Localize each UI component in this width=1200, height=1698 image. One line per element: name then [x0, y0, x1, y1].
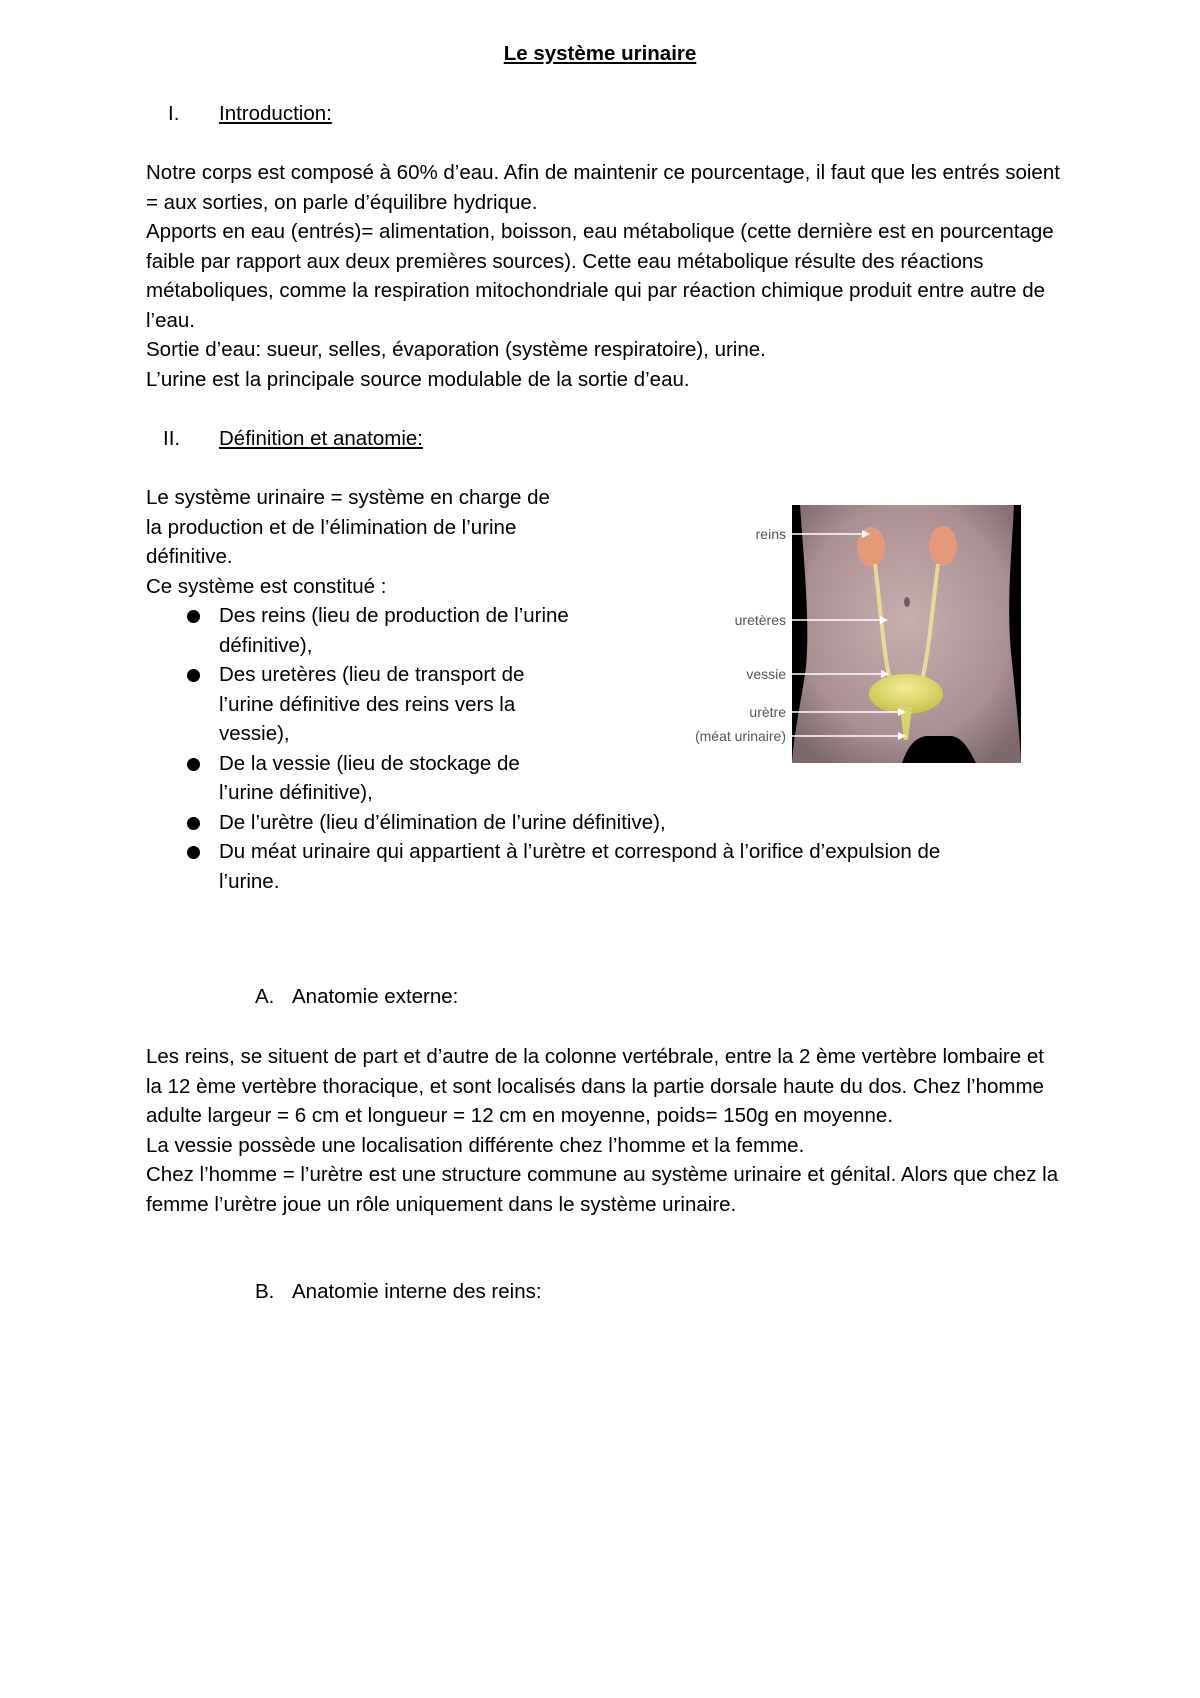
subsection-title: Anatomie externe:	[292, 985, 459, 1008]
urinary-system-illustration	[676, 502, 1026, 765]
text-line: l’urine définitive des reins vers la	[219, 692, 516, 716]
paragraph: Chez l’homme = l’urètre est une structure commune au système urinaire et génital. Alors que chez la femme l’urètre joue un rôle uniquement dans le système urinaire.	[146, 1163, 1059, 1216]
text-line: Le système urinaire = système en charge de	[146, 486, 550, 509]
document-title: Le système urinaire	[503, 42, 697, 65]
text-line: définitive.	[146, 545, 233, 568]
section-number: I.	[168, 102, 180, 125]
section-heading-definition	[163, 427, 563, 453]
paragraph: Sortie d’eau: sueur, selles, évaporation (système respiratoire), urine.	[146, 338, 766, 361]
text-line: Des uretères (lieu de transport de	[219, 663, 525, 686]
subsection-heading-externe	[255, 985, 655, 1011]
text-line: la production et de l’élimination de l’urine	[146, 515, 517, 539]
section-title: Introduction:	[219, 102, 332, 125]
text-line: Ce système est constitué :	[146, 574, 387, 598]
text-line: Des reins (lieu de production de l’urine	[219, 604, 569, 627]
paragraph: Notre corps est composé à 60% d’eau. Afin de maintenir ce pourcentage, il faut que les entrés soient = aux sorties, on parle d’équilibre hydrique.	[146, 161, 1060, 214]
section-number: II.	[163, 427, 181, 450]
paragraph: La vessie possède une localisation différente chez l’homme et la femme.	[146, 1133, 805, 1157]
anatomie-externe-text	[146, 1042, 1061, 1219]
urinary-system-figure	[676, 502, 1026, 765]
subsection-number: B.	[255, 1280, 275, 1303]
paragraph: Les reins, se situent de part et d’autre de la colonne vertébrale, entre la 2 ème vertèbre lombaire et la 12 ème vertèbre thoracique, et sont localisés dans la partie dorsale haute du dos. Chez l’homme adulte largeur = 6 cm et longueur = 12 cm en moyenne, poids= 150g en moyenne.	[146, 1045, 1044, 1127]
section-title: Définition et anatomie:	[219, 427, 423, 450]
subsection-number: A.	[255, 985, 275, 1008]
bullet-icon	[187, 817, 200, 830]
intro-text	[146, 158, 1061, 394]
figure-label-vessie: vessie	[746, 666, 786, 682]
text-line: De l’urètre (lieu d’élimination de l’urine définitive),	[219, 810, 666, 834]
section-heading-intro	[168, 102, 568, 128]
text-line: définitive),	[219, 633, 313, 657]
text-line: De la vessie (lieu de stockage de	[219, 751, 520, 775]
list-item	[146, 837, 1061, 896]
text-line: l’urine définitive),	[219, 781, 373, 804]
figure-label-meat: (méat urinaire)	[694, 728, 786, 744]
text-line: Du méat urinaire qui appartient à l’urètre et correspond à l’orifice d’expulsion de	[219, 840, 941, 863]
list-item	[146, 808, 1061, 838]
figure-label-reins: reins	[755, 526, 786, 542]
bullet-icon	[187, 758, 200, 771]
figure-label-ureteres: uretères	[734, 612, 786, 628]
bullet-icon	[187, 669, 200, 682]
definition-intro	[146, 483, 666, 601]
bullet-icon	[187, 846, 200, 859]
text-line: vessie),	[219, 722, 290, 745]
bullet-icon	[187, 610, 200, 623]
subsection-heading-interne	[255, 1280, 655, 1306]
figure-label-uretre: urètre	[749, 704, 786, 720]
paragraph: L’urine est la principale source modulable de la sortie d’eau.	[146, 367, 690, 391]
paragraph: Apports en eau (entrés)= alimentation, boisson, eau métabolique (cette dernière est en pourcentage faible par rapport aux deux premières sources). Cette eau métabolique résulte des réactions métaboliques, comme la respiration mitochondriale qui par réaction chimique produit entre autre de l’eau.	[146, 220, 1054, 332]
subsection-title: Anatomie interne des reins:	[292, 1280, 542, 1303]
text-line: l’urine.	[219, 869, 280, 893]
